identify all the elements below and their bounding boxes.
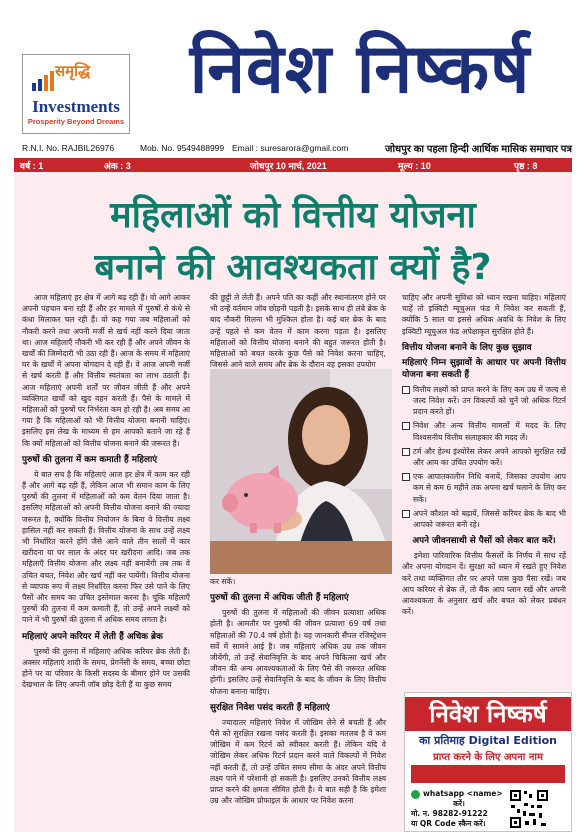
info-strip [20, 142, 572, 156]
paragraph: कर सकें। [210, 577, 236, 586]
paragraph: की छुट्टी ले लेती हैं। अपने पति का कहीं और स्थानांतरण होने पर भी उन्हें वर्तमान जॉब छोड़नी पड़ती है। इसके साथ ही लंबे ब्रेक के बाद नौकरी मिलना भी मुश्किल होता है। कई बार ब्रेक के बाद उन्हें पहले से कम वेतन में काम करना पड़ता है। इसलिए महिलाओं को वित्तीय योजना बनाने की बहुत जरूरत होती है। महिलाओं को बचत करके कुछ पैसे को निवेश करना चाहिए, जिससे आने वाले समय और ब्रेक के दौरान वह इसका उपयोग [210, 293, 386, 370]
paper-tagline: जोधपुर का पहला हिन्दी आर्थिक मासिक समाचार पत्र [385, 144, 572, 155]
logo-hindi-text: समृद्धि [55, 62, 90, 80]
tip-item: अपने कौशल को बढ़ायें, जिससे करियर ब्रेक के बाद भी आपको जरूरत बनी रहे। [402, 508, 566, 530]
issue-date: जोधपुर 10 मार्च, 2021 [250, 161, 327, 171]
ad-strip [411, 765, 565, 783]
ad-contact [411, 789, 507, 829]
digital-edition-ad [404, 692, 572, 832]
issue-number: अंक : 3 [104, 161, 131, 171]
issue-pages: पृष्ठ : 8 [514, 161, 538, 171]
tip-item: निवेश और अन्य वित्तीय मामलों में मदद के लिए विश्वसनीय वित्तीय सलाहकार की मदद लें। [402, 420, 566, 442]
photo-illustration [210, 369, 392, 574]
ad-whatsapp-2: करें। [453, 799, 465, 808]
mobile-number: Mob. No. 9549488999 [140, 143, 225, 153]
ad-mobile: मो. न. 98282-91222 [411, 809, 488, 818]
headline-line-2: बनाने की आवश्यकता क्यों है? [94, 247, 492, 288]
ad-line-1: का प्रतिमाह Digital Edition [418, 734, 557, 747]
paragraph: चाहिए और अपनी सुविधा को ध्यान रखना चाहिए। महिलाएं चाहें तो इक्विटी म्यूचुअल फंड में निवेश कर सकती हैं, क्योंकि 5 साल या इससे अधिक अवधि के निवेश के लिए इक्विटी म्यूचुअल फंड अपेक्षाकृत सुरक्षित होते हैं। [402, 293, 566, 336]
paragraph: पुरुषों की तुलना में महिलाओं की जीवन प्रत्याशा अधिक होती है। आमतौर पर पुरुषों की जीवन प्रत्याशा 69 वर्ष तथा महिलाओं की 70.4 वर्ष होती है। यह जानकारी सैंपल रजिस्ट्रेशन सर्वे में सामने आई है। जब महिलाएं अधिक उम्र तक जीवन जीयेंगी, तो उन्हें सेवानिवृत्ति के बाद अपने चिकित्सा खर्च और जीवन की अन्य आवश्यकताओं के लिए पैसे की जरूरत अधिक होगी। इसलिए उन्हें सेवानिवृत्ति के बाद के जीवन के लिए वित्तीय योजना बनाना चाहिए। [210, 608, 386, 696]
article-column-1 [22, 292, 190, 695]
woman-with-piggy-bank-photo [210, 369, 392, 574]
headline-line-1: महिलाओं को वित्तीय योजना [110, 195, 476, 236]
tip-item: टर्म और हेल्थ इंश्योरेंस लेकर अपने आपको सुरक्षित रखें और आय का उचित उपयोग करें। [402, 446, 566, 468]
subheading: अपने जीवनसाथी से पैसों को लेकर बात करें। [412, 536, 556, 547]
paragraph: ये बात सच है कि महिलाएं आज हर क्षेत्र में काम कर रही हैं और आगे बढ़ रही हैं, लेकिन आज भी समान काम के लिए पुरुषों की तुलना में महिलाओं को कम वेतन दिया जाता है। इसलिए महिलाओं को अपनी वित्तीय योजना बनाने की ज्यादा जरूरत है, क्योंकि वित्तीय नियोजन के बिना वे वित्तीय लक्ष्य हासिल नहीं कर सकती हैं। वित्तीय योजना के साथ उन्हें लक्ष्य भी निर्धारित करने होंगे जैसे आने वाले तीन सालों में कार खरीदना या घर साल के अंदर घर खरीदना आदि। जब तक महिलाएँ वित्तीय योजना और लक्ष्य नहीं बनायेंगी तब तक वे उचित बचत, निवेश और खर्च नहीं कर पायेंगी। वित्तीय योजना से व्यापक रूप में लक्ष्य निर्धारित करना फिर उसे पाने के लिए पैसों और समय का उचित इस्तेमाल करना है। चूंकि महिलाएँ पुरुषों की तुलना में कम कमाती हैं, तो उन्हें अपने लक्ष्यों को पाने में भी पुरुषों की तुलना में अधिक समय लगता है। [22, 469, 190, 625]
newspaper-title: निवेश निष्कर्ष [189, 30, 531, 109]
masthead [0, 0, 582, 140]
article-column-2-bottom [210, 576, 386, 810]
subheading: महिलाएं निम्न सुझावों के आधार पर अपनी वित्तीय योजना बना सकती हैं [402, 357, 566, 380]
paragraph: ज्यादातर महिलाएं निवेश में जोखिम लेने से बचती हैं और पैसे को सुरक्षित रखना पसंद करती हैं। इसका मतलब है वे कम जोखिम में कम रिटर्न को स्वीकार करती हैं। लेकिन यदि वे जोखिम लेकर अधिक रिटर्न प्रदान करने वाले विकल्पों में निवेश नहीं करती हैं, तो उन्हें उचित समय सीमा के अंदर अपने वित्तीय लक्ष्य पाने में परेशानी हो सकती है। इसलिए उनको वित्तीय लक्ष्य प्राप्त करने की क्षमता सीमित होती है। ये बात सही है कि इमेशा उम्र और जोखिम प्रोफाइल के आधार पर निवेश करना [210, 717, 386, 806]
subheading: पुरुषों की तुलना में अधिक जीती हैं महिलाएं [210, 593, 349, 604]
article-column-2-top [210, 292, 386, 374]
paragraph: आज महिलाएं हर क्षेत्र में आगे बढ़ रही हैं। वो आगे आकर अपनी पहचान बना रही हैं और हर मामले में पुरुषों से कंधे से कंधा मिलाकर चल रही हैं। वो कह गया जब महिलाओं को नौकरी करने तथा अपनी मर्जी से खर्च नहीं करने दिया जाता था। आज महिलाएँ नौकरी भी कर रही हैं और अपने जीवन के खर्चों की जिम्मेदारी भी उठा रही हैं। आज के समय में महिलाएं घर के खर्चों में अपना योगदान दे रही हैं। वे आज अपनी मर्जी से खर्च करती हैं और वित्तीय स्वतंत्रता का लाभ उठाती हैं। आज महिलाएं अपनी शर्तों पर जीवन जीती हैं और अपने व्यक्तिगत खर्चों को खुद वहन करती हैं। पैसे के मामले में महिलाओं को पुरुषों पर निर्भरता कम हो रही है। अब समय आ गया है कि महिलाओं को भी वित्तीय योजना बनानी चाहिए। इसलिए इस लेख के माध्यम से हम आपको बताने जा रहे हैं कि क्यों महिलाओं को वित्तीय योजना बनाने की जरूरत है। [22, 293, 190, 448]
article-headline [14, 190, 572, 294]
logo-tagline: Prosperity Beyond Dreams [27, 117, 125, 126]
subheading: वित्तीय योजना बनाने के लिए कुछ सुझाव [402, 342, 532, 353]
samriddhi-logo [22, 54, 130, 134]
whatsapp-icon [411, 790, 420, 799]
paragraph: पुरुषों की तुलना में महिलाएं अधिक करियर ब्रेक लेती हैं। अक्सर महिलाएं शादी के समय, प्रेगनेंसी के समय, बच्चा छोटा होने पर या परिवार के किसी सदस्य के बीमार होने पर उसकी देखभाल के लिए अपनी जॉब छोड़ देती हैं या कुछ समय [22, 646, 190, 690]
issue-price: मूल्य : 10 [398, 161, 431, 171]
qr-code-icon[interactable] [509, 789, 549, 829]
ad-whatsapp: whatsapp <name> [423, 789, 503, 798]
ad-qr-text: या QR Code स्कैन करें। [411, 819, 486, 828]
subheading: पुरुषों की तुलना में कम कमाती हैं महिलाएं [22, 454, 158, 465]
tip-item: एक आपातकालीन निधि बनायें, जिसका उपयोग आप कम से कम 6 महीने तक अपना खर्च चलाने के लिए कर सकें। [402, 471, 566, 505]
subheading: सुरक्षित निवेश पसंद करती हैं महिलाएं [210, 702, 330, 713]
bar-chart-icon [31, 69, 55, 91]
article-column-3 [402, 292, 566, 621]
tip-item: वित्तीय लक्ष्यों को प्राप्त करने के लिए कम उम्र में जल्द से जल्द निवेश करें। उन विकल्पों को चुनें जो अधिक रिटर्न प्रदान करते हों। [402, 384, 566, 418]
email-address: Email : suresarora@gmail.com [232, 143, 349, 153]
subheading: महिलाएं अपने करियर में लेती हैं अधिक ब्रेक [22, 631, 163, 642]
paragraph: इमेशा पारिवारिक वित्तीय फैसलों के निर्णय में साथ रहें और अपना योगदान दें। सुरक्षा को ध्यान में रखते हुए निवेश करें तथा व्यक्तिगत तौर पर अपने पास कुछ पैसा रखें। जब आप करियर से ब्रेक लें, तो बैंक आप प्लान रखें और अपनी आवश्यकता के अनुसार खर्च और बचत को लेकर प्रबंधन करें। [402, 551, 566, 617]
ad-line-2: प्राप्त करने के लिए अपना नाम [433, 752, 543, 763]
issue-year: वर्ष : 1 [20, 161, 44, 171]
article-area [14, 172, 572, 832]
ad-title: निवेश निष्कर्ष [405, 697, 571, 731]
issue-bar [14, 158, 572, 172]
logo-english-text: Investments [32, 97, 120, 116]
rni-number: R.N.I. No. RAJBIL26976 [22, 143, 115, 153]
